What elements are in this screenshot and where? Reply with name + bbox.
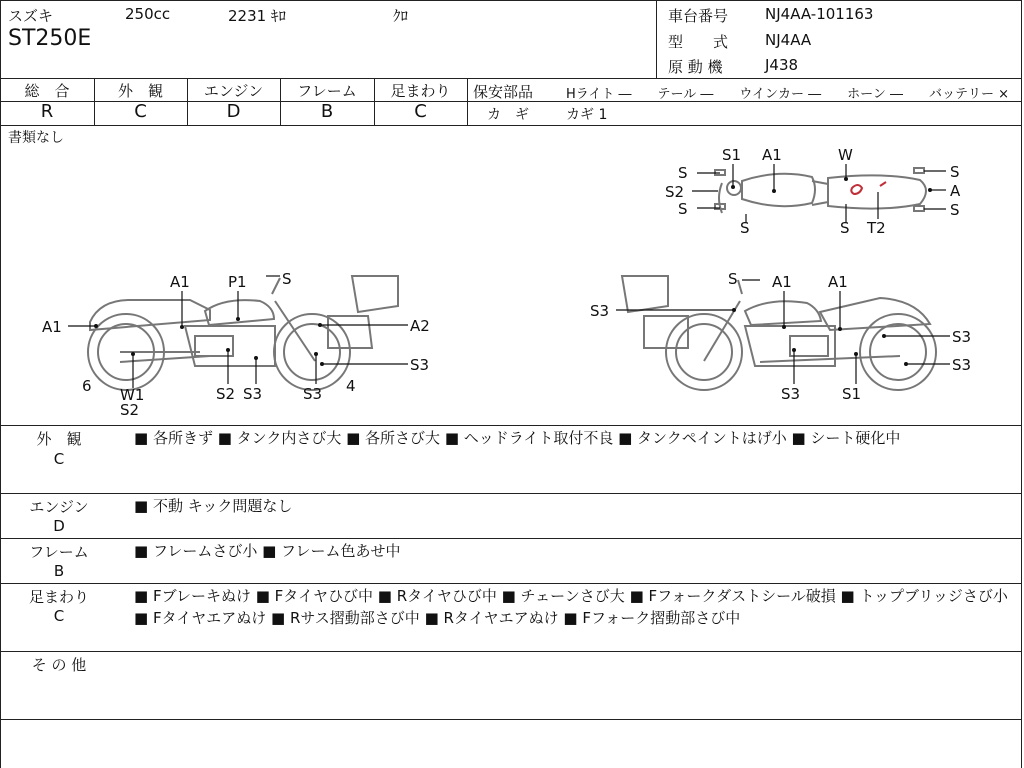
top-label-s-left-1: S [678, 164, 688, 182]
border-top [0, 0, 1022, 1]
top-label-s-right-1: S [950, 163, 960, 181]
grade-label-overall: 総 合 [24, 82, 70, 100]
left-label-s: S [282, 270, 292, 288]
section-engine-text: ■ 不動 キック問題なし [134, 497, 293, 515]
top-label-s-bottom-1: S [740, 219, 750, 237]
top-label-s-right-2: S [950, 201, 960, 219]
mileage: 2231 ｷﾛ [228, 7, 286, 25]
left-label-a1-tank: A1 [170, 273, 190, 291]
left-label-a2: A2 [410, 317, 430, 335]
grade-top-line [0, 78, 1022, 79]
color: ｸﾛ [393, 7, 409, 25]
left-label-s3-front: S3 [410, 356, 430, 374]
section-suspension-label: 足まわり [28, 588, 89, 606]
grade-label-suspension: 足まわり [390, 82, 451, 100]
right-label-s1: S1 [842, 385, 862, 403]
safety-label: 保安部品 [473, 83, 534, 101]
frame-no: NJ4AA-101163 [765, 5, 874, 23]
right-label-s3-bottom: S3 [781, 385, 801, 403]
section-engine-grade: D [53, 517, 65, 535]
section-exterior-grade: C [53, 450, 65, 468]
sec-line-3 [0, 583, 1022, 584]
type-value: NJ4AA [765, 31, 812, 49]
section-exterior-label: 外 観 [36, 430, 82, 448]
frame-no-label: 車台番号 [668, 7, 729, 25]
grade-label-exterior: 外 観 [117, 82, 163, 100]
header-divider [656, 0, 657, 78]
left-label-4: 4 [346, 377, 356, 395]
right-label-s: S [728, 270, 738, 288]
top-view-bike [715, 168, 926, 213]
top-label-t2: T2 [867, 219, 886, 237]
grade-value-suspension: C [414, 101, 427, 122]
grade-value-engine: D [226, 101, 241, 122]
left-label-a1-rear: A1 [42, 318, 62, 336]
left-label-s3-fork: S3 [303, 385, 323, 403]
sec-line-1 [0, 493, 1022, 494]
grade-label-frame: フレーム [297, 82, 357, 100]
diagram-bottom-line [0, 425, 1022, 426]
left-label-6: 6 [82, 377, 92, 395]
right-view-leaders [616, 280, 950, 384]
top-label-s-left-2: S [678, 200, 688, 218]
grade-col-5 [467, 78, 468, 125]
key-label: カ ギ [487, 107, 529, 123]
section-frame-grade: B [53, 562, 65, 580]
left-view-bike [88, 276, 398, 390]
top-label-s2: S2 [665, 183, 685, 201]
top-label-a1: A1 [762, 146, 782, 164]
right-label-s3-case: S3 [590, 302, 610, 320]
maker: スズキ [8, 7, 54, 25]
top-label-w: W [838, 146, 853, 164]
right-label-a1-tank: A1 [772, 273, 792, 291]
right-view-bike [622, 276, 936, 390]
key-value: カギ 1 [566, 107, 608, 123]
sec-line-5 [0, 719, 1022, 720]
grade-value-frame: B [320, 101, 334, 122]
left-label-p1: P1 [228, 273, 247, 291]
top-label-s1: S1 [722, 146, 742, 164]
left-view-leaders [68, 276, 408, 388]
section-other-label: そ の 他 [31, 656, 87, 674]
section-exterior-text: ■ 各所きず ■ タンク内さび大 ■ 各所さび大 ■ ヘッドライト取付不良 ■ タンクペイントはげ小 ■ シート硬化中 [134, 429, 901, 447]
grade-value-overall: R [40, 101, 54, 122]
section-suspension-text: ■ Fブレーキぬけ ■ Fタイヤひび中 ■ Rタイヤひび中 ■ チェーンさび大 ■ Fフォークダストシール破損 ■ トップブリッジさび小 ■ Fタイヤエアぬけ ■ Rサス摺動部さび中 ■ Rタイヤエアぬけ ■ Fフォーク摺動部さび中 [134, 587, 1008, 627]
section-frame-label: フレーム [29, 543, 89, 561]
type-label: 型 式 [668, 33, 729, 51]
model-name: ST250E [8, 26, 92, 51]
section-suspension-grade: C [53, 607, 65, 625]
sec-line-4 [0, 651, 1022, 652]
sec-line-2 [0, 538, 1022, 539]
safety-items: Hライト ― テール ― ウインカー ― ホーン ― バッテリー × [566, 87, 1010, 102]
documents-note: 書類なし [8, 130, 64, 146]
engine-value: J438 [765, 56, 799, 74]
right-label-a1-side: A1 [828, 273, 848, 291]
left-label-s2-bottom: S2 [120, 401, 140, 419]
right-label-s3-rear-lower: S3 [952, 356, 972, 374]
damage-diagram [0, 126, 1022, 424]
left-label-s3-mid: S3 [243, 385, 263, 403]
right-label-s3-rear-upper: S3 [952, 328, 972, 346]
grade-label-engine: エンジン [203, 82, 264, 100]
section-engine-label: エンジン [29, 498, 89, 516]
top-label-a: A [950, 182, 961, 200]
grade-value-exterior: C [134, 101, 147, 122]
top-label-s-bottom-2: S [840, 219, 850, 237]
engine-label: 原 動 機 [668, 58, 723, 76]
left-label-s2: S2 [216, 385, 236, 403]
displacement: 250cc [125, 5, 171, 23]
left-label-w1: W1 [120, 386, 145, 404]
section-frame-text: ■ フレームさび小 ■ フレーム色あせ中 [134, 542, 401, 560]
